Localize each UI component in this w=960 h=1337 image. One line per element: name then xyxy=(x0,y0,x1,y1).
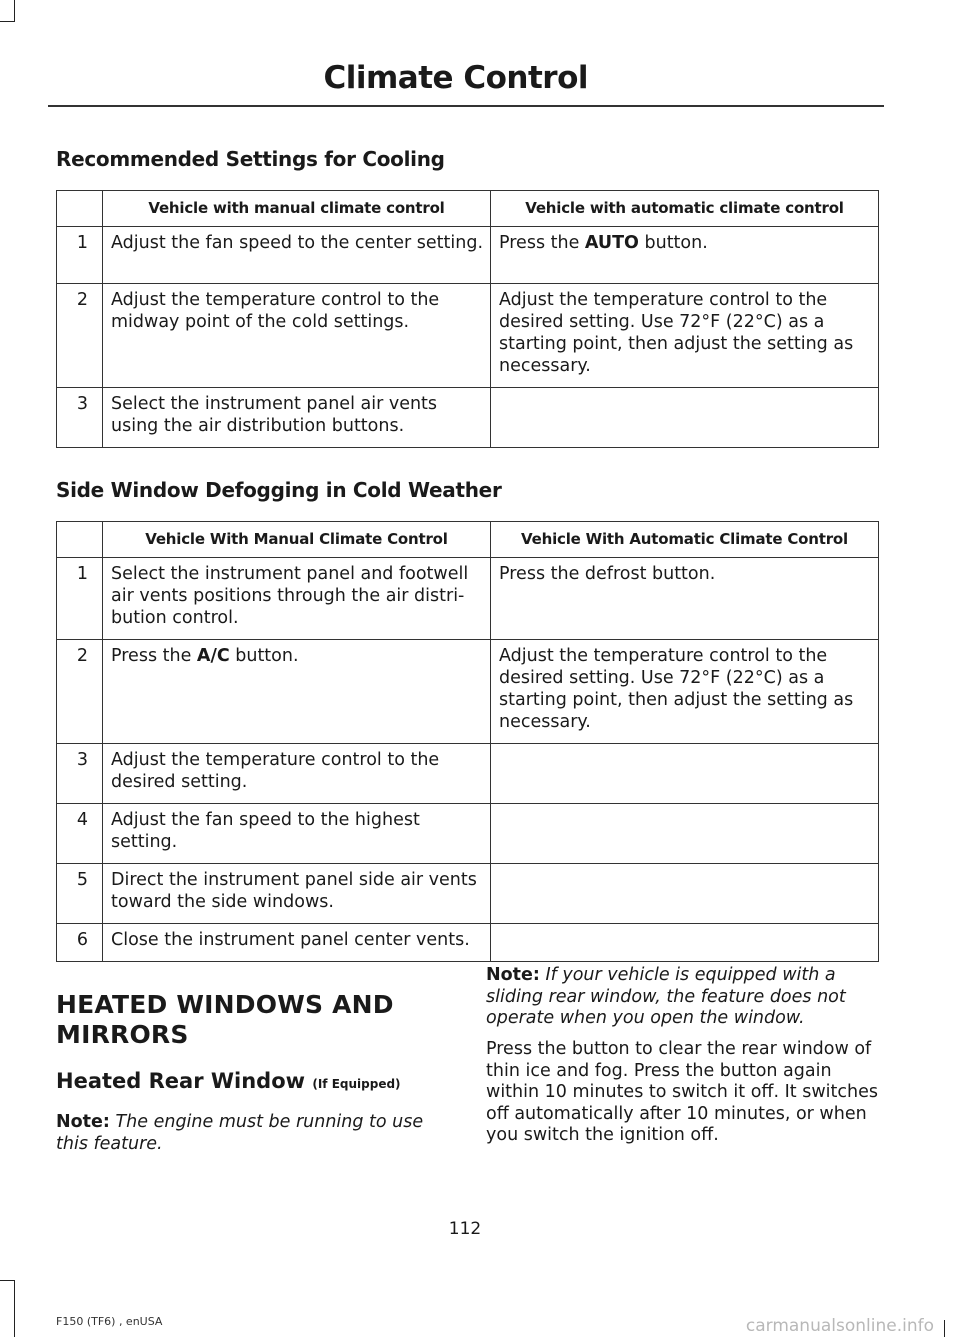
auto-step: Adjust the temperature control to the desired setting. Use 72°F (22°C) as a starting point, then adjust the setting as necessary. xyxy=(491,284,879,388)
table-row xyxy=(57,284,879,388)
ac-button-name: A/C xyxy=(196,646,230,666)
cooling-heading: Recommended Settings for Cooling xyxy=(56,147,445,171)
manual-step: Direct the instrument panel side air vents toward the side windows. xyxy=(103,864,491,924)
defog-heading: Side Window Defogging in Cold Weather xyxy=(56,478,502,502)
footer-model: F150 (TF6) , enUSA xyxy=(56,1315,163,1328)
table-row xyxy=(57,388,879,448)
cooling-table xyxy=(56,190,879,448)
watermark: carmanualsonline.info xyxy=(745,1316,934,1336)
step-number: 1 xyxy=(57,558,103,640)
note-label: Note: xyxy=(56,1112,110,1132)
crop-mark xyxy=(944,1320,945,1337)
step-number: 6 xyxy=(57,924,103,962)
page-title: Climate Control xyxy=(323,60,588,96)
auto-step: Press the defrost button. xyxy=(491,558,879,640)
heated-rear-window-heading xyxy=(56,1069,401,1093)
step-number: 3 xyxy=(57,388,103,448)
manual-step-text: button. xyxy=(229,646,299,666)
table-row xyxy=(57,640,879,744)
table-header-row xyxy=(57,522,879,558)
note-engine xyxy=(56,1112,446,1155)
auto-step xyxy=(491,744,879,804)
auto-step xyxy=(491,227,879,284)
manual-step: Adjust the temperature control to the desired setting. xyxy=(103,744,491,804)
crop-mark xyxy=(14,0,15,22)
manual-step-text: Press the xyxy=(111,646,197,666)
defog-table xyxy=(56,521,879,962)
note-text: The engine must be running to use this feature. xyxy=(56,1112,424,1154)
page-number: 112 xyxy=(448,1219,482,1239)
auto-step-text: Press the xyxy=(499,233,585,253)
table-header-row xyxy=(57,191,879,227)
table-header-cell xyxy=(57,191,103,227)
table-row xyxy=(57,227,879,284)
subheading-text: Heated Rear Window xyxy=(56,1069,306,1093)
manual-step: Adjust the temperature control to the midway point of the cold settings. xyxy=(103,284,491,388)
manual-step: Close the instrument panel center vents. xyxy=(103,924,491,962)
table-header-cell: Vehicle With Manual Climate Control xyxy=(103,522,491,558)
heated-windows-heading: HEATED WINDOWS AND MIRRORS xyxy=(56,990,394,1049)
table-row xyxy=(57,804,879,864)
manual-step: Adjust the fan speed to the center setting. xyxy=(103,227,491,284)
manual-step: Select the instrument panel and footwell air vents positions through the air distri-bution control. xyxy=(103,558,491,640)
step-number: 2 xyxy=(57,640,103,744)
step-number: 1 xyxy=(57,227,103,284)
auto-step xyxy=(491,864,879,924)
auto-step xyxy=(491,388,879,448)
if-equipped-tag: (If Equipped) xyxy=(312,1077,401,1091)
table-row xyxy=(57,864,879,924)
table-header-cell: Vehicle with automatic climate control xyxy=(491,191,879,227)
table-header-cell: Vehicle with manual climate control xyxy=(103,191,491,227)
auto-step: Adjust the temperature control to the desired setting. Use 72°F (22°C) as a starting point, then adjust the setting as necessary. xyxy=(491,640,879,744)
auto-step xyxy=(491,804,879,864)
auto-step-text: button. xyxy=(638,233,708,253)
note-label: Note: xyxy=(486,965,540,985)
note-text: If your vehicle is equipped with a sliding rear window, the feature does not operate when you open the window. xyxy=(486,965,846,1028)
table-header-cell xyxy=(57,522,103,558)
step-number: 2 xyxy=(57,284,103,388)
table-row xyxy=(57,558,879,640)
step-number: 4 xyxy=(57,804,103,864)
table-row xyxy=(57,744,879,804)
crop-mark xyxy=(14,1280,15,1337)
step-number: 5 xyxy=(57,864,103,924)
crop-mark xyxy=(0,21,15,22)
step-number: 3 xyxy=(57,744,103,804)
heated-rear-window-body: Press the button to clear the rear window of thin ice and fog. Press the button again within 10 minutes to switch it off. It switches off automatically after 10 minutes, or when you switch the ignition off. xyxy=(486,1039,878,1145)
manual-step: Adjust the fan speed to the highest setting. xyxy=(103,804,491,864)
manual-step xyxy=(103,640,491,744)
table-row xyxy=(57,924,879,962)
crop-mark xyxy=(0,1280,15,1281)
manual-step: Select the instrument panel air vents using the air distribution buttons. xyxy=(103,388,491,448)
header-divider xyxy=(48,105,884,107)
note-sliding-window xyxy=(486,965,878,1030)
auto-button-name: AUTO xyxy=(584,233,639,253)
auto-step xyxy=(491,924,879,962)
table-header-cell: Vehicle With Automatic Climate Control xyxy=(491,522,879,558)
